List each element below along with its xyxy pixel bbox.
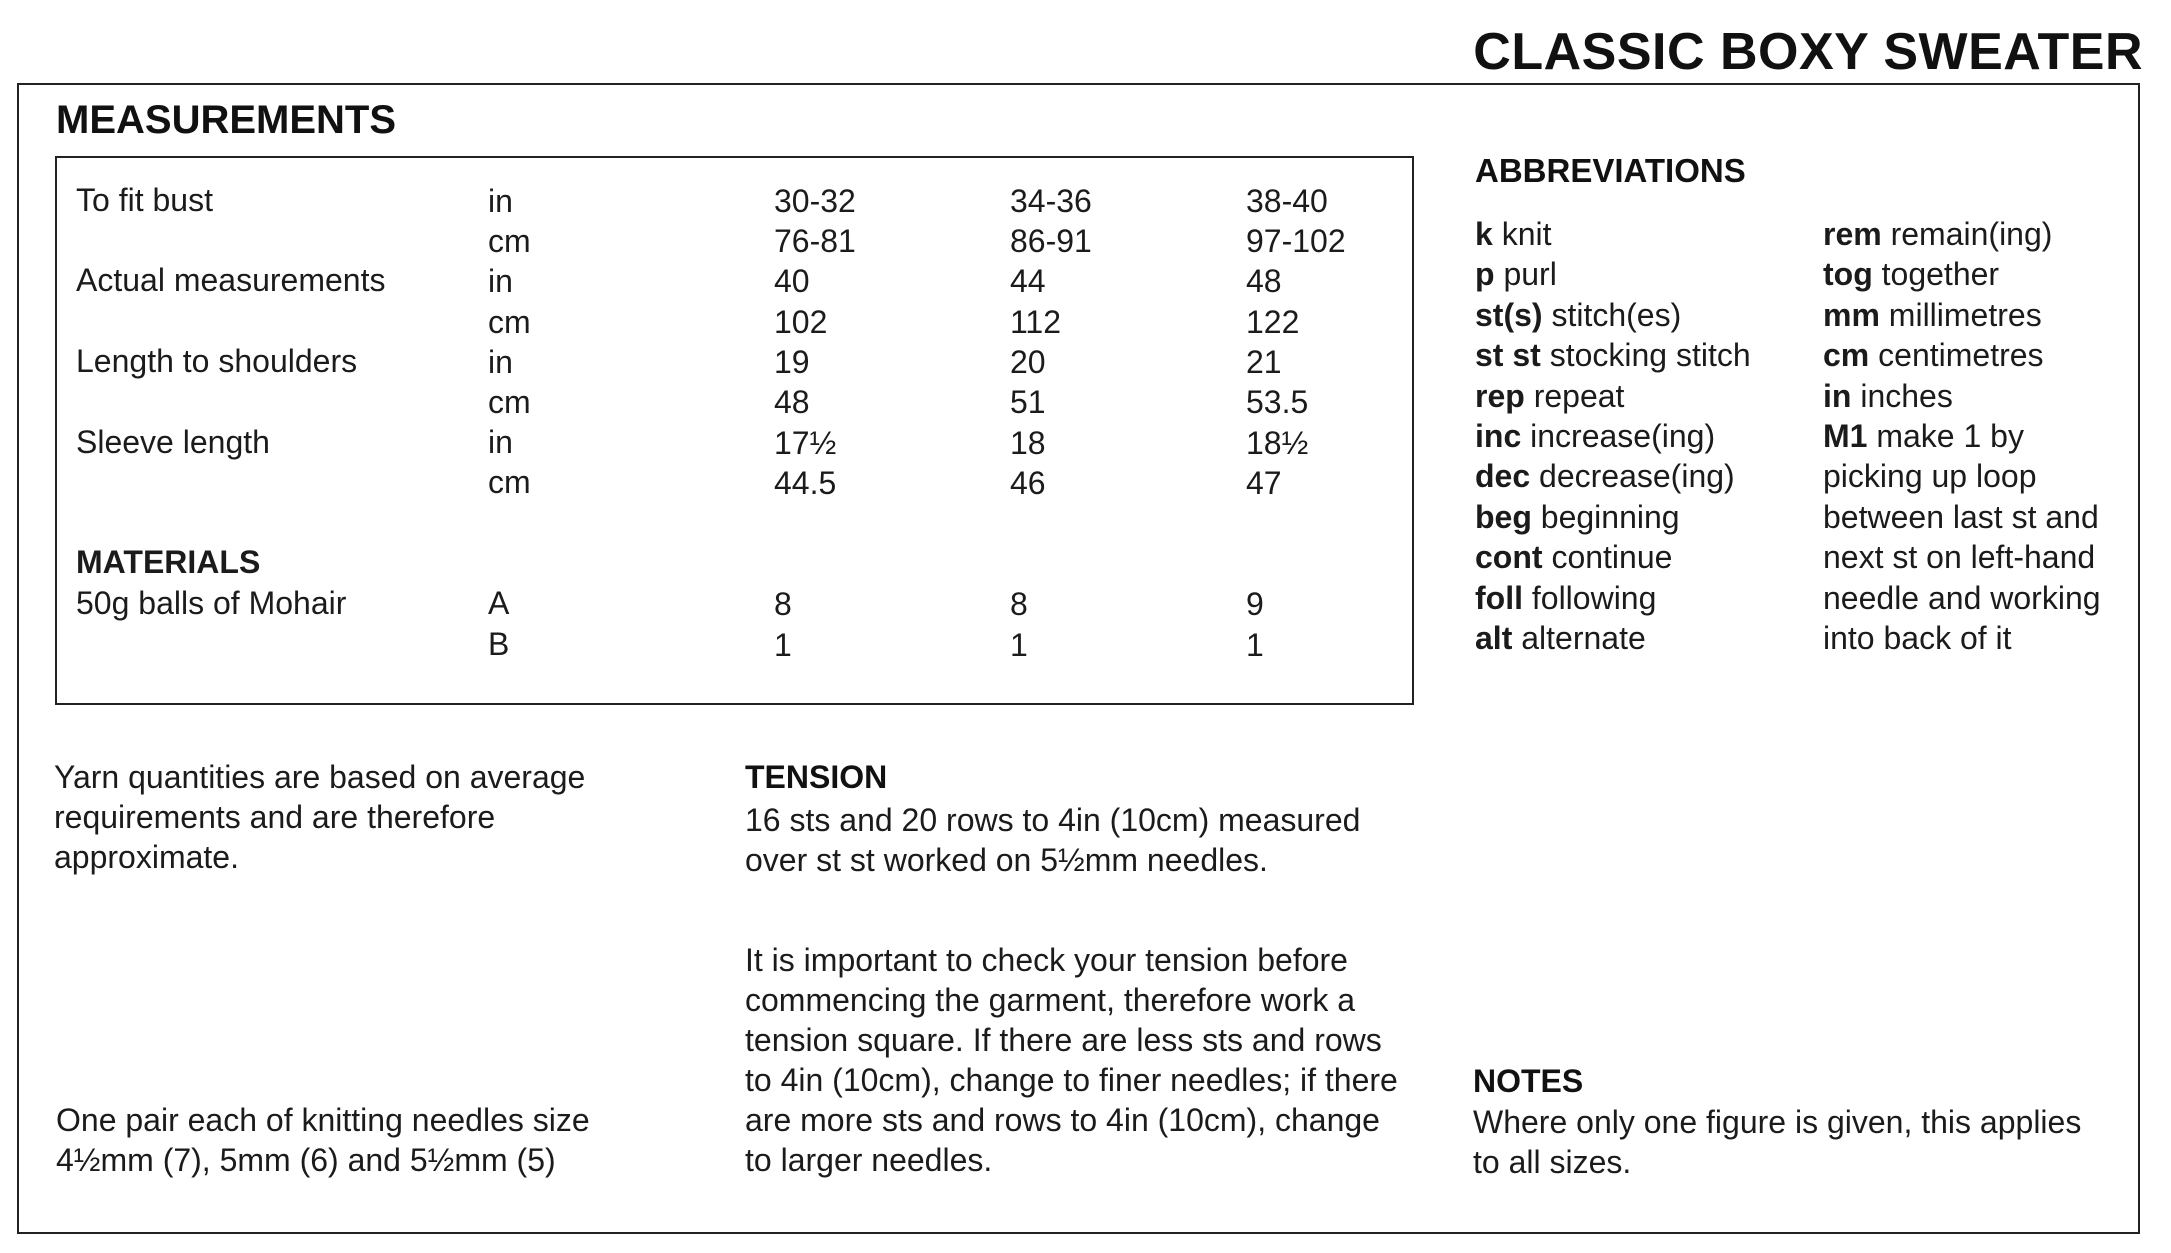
abbreviation-meaning: stocking stitch	[1540, 337, 1751, 374]
abbreviation-item	[1475, 254, 1751, 294]
row-unit: cm	[488, 384, 531, 420]
row-unit: B	[488, 626, 510, 662]
abbreviation-item	[1475, 497, 1751, 537]
abbreviation-meaning: millimetres	[1879, 296, 2042, 333]
row-unit: A	[488, 585, 510, 621]
size-value: 19	[774, 344, 810, 380]
size-value: 112	[1010, 304, 1062, 340]
needles-note: One pair each of knitting needles size 4½mm (7), 5mm (6) and 5½mm (5)	[56, 1102, 590, 1178]
abbreviation-term: rem	[1823, 216, 1882, 252]
size-value: 48	[1246, 263, 1282, 299]
abbreviation-meaning: continue	[1542, 539, 1673, 576]
abbreviation-term: k	[1475, 216, 1493, 252]
row-unit: in	[488, 263, 513, 299]
abbreviation-term: p	[1475, 256, 1495, 293]
abbreviation-item	[1475, 416, 1751, 456]
size-value: 38-40	[1246, 183, 1328, 219]
size-value: 44	[1010, 263, 1046, 299]
abbreviation-meaning: alternate	[1512, 620, 1646, 657]
abbreviation-meaning: purl	[1494, 256, 1557, 293]
row-unit: cm	[488, 223, 531, 259]
abbreviation-meaning: stitch(es)	[1542, 296, 1682, 333]
size-value: 40	[774, 263, 810, 299]
abbreviation-term: tog	[1823, 256, 1873, 293]
abbreviation-term: cm	[1823, 337, 1870, 374]
size-value: 122	[1246, 304, 1300, 340]
size-value: 1	[1010, 627, 1028, 663]
abbreviation-item	[1823, 214, 2052, 254]
notes-text: Where only one figure is given, this applies to all sizes.	[1473, 1104, 2082, 1180]
size-value: 51	[1010, 384, 1046, 420]
abbreviation-meaning: together	[1872, 256, 2000, 293]
size-value: 86-91	[1010, 223, 1092, 259]
size-value: 18	[1010, 425, 1046, 461]
abbreviations-right-list	[1823, 214, 2052, 416]
abbreviation-term: beg	[1475, 498, 1532, 535]
size-value: 102	[774, 304, 828, 340]
abbreviation-item	[1475, 537, 1751, 577]
size-value: 21	[1246, 344, 1282, 380]
size-value: 8	[774, 586, 792, 622]
abbreviation-item	[1475, 335, 1751, 375]
abbreviation-meaning: repeat	[1524, 377, 1625, 414]
abbreviation-m1	[1823, 416, 2123, 658]
abbreviation-term: mm	[1823, 296, 1880, 333]
size-value: 53.5	[1246, 384, 1309, 420]
abbreviation-item	[1475, 295, 1751, 335]
abbreviation-item	[1475, 376, 1751, 416]
size-value: 76-81	[774, 223, 856, 259]
row-label: To fit bust	[76, 182, 213, 218]
row-unit: cm	[488, 304, 531, 340]
abbreviation-item	[1475, 214, 1751, 254]
row-unit: in	[488, 424, 513, 460]
abbreviation-item	[1475, 618, 1751, 658]
abbreviation-item	[1823, 376, 2052, 416]
size-value: 18½	[1246, 425, 1309, 461]
abbreviations-heading: ABBREVIATIONS	[1475, 152, 1746, 189]
row-unit: cm	[488, 464, 531, 500]
abbreviation-meaning: knit	[1492, 216, 1552, 252]
row-label: Length to shoulders	[76, 343, 358, 379]
abbreviation-term: foll	[1475, 579, 1523, 616]
size-value: 8	[1010, 586, 1028, 622]
abbreviation-term: in	[1823, 377, 1852, 414]
size-value: 44.5	[774, 465, 837, 501]
size-value: 17½	[774, 425, 837, 461]
tension-advice: It is important to check your tension before commencing the garment, therefore work a tension square. If there are less sts and rows to 4in (10cm), change to finer needles; if there are more sts and rows to 4in (10cm), change to larger needles.	[745, 942, 1398, 1178]
tension-text: 16 sts and 20 rows to 4in (10cm) measured over st st worked on 5½mm needles.	[745, 802, 1361, 878]
abbreviation-meaning: decrease(ing)	[1530, 458, 1735, 495]
abbreviation-term: inc	[1475, 418, 1522, 455]
tension-heading: TENSION	[745, 759, 888, 795]
size-value: 48	[774, 384, 810, 420]
abbreviation-item	[1823, 335, 2052, 375]
row-unit: in	[488, 183, 513, 219]
abbreviation-term: M1	[1823, 418, 1868, 454]
abbreviation-term: rep	[1475, 377, 1525, 414]
abbreviation-meaning: beginning	[1531, 498, 1680, 535]
abbreviation-term: cont	[1475, 539, 1543, 576]
abbreviation-meaning: remain(ing)	[1881, 216, 2053, 252]
page-title: CLASSIC BOXY SWEATER	[1473, 23, 2143, 81]
abbreviation-term: st st	[1475, 337, 1541, 374]
size-value: 97-102	[1246, 223, 1346, 259]
notes-heading: NOTES	[1473, 1063, 1584, 1099]
size-value: 1	[774, 627, 792, 663]
yarn-note: Yarn quantities are based on average requirements and are therefore approximate.	[54, 759, 586, 875]
row-label: 50g balls of Mohair	[76, 585, 347, 621]
abbreviation-term: alt	[1475, 620, 1513, 657]
size-value: 46	[1010, 465, 1046, 501]
abbreviations-left-list	[1475, 214, 1751, 658]
size-value: 30-32	[774, 183, 856, 219]
materials-heading: MATERIALS	[76, 544, 261, 580]
row-unit: in	[488, 344, 513, 380]
size-value: 34-36	[1010, 183, 1092, 219]
abbreviation-item	[1823, 295, 2052, 335]
abbreviation-item	[1823, 254, 2052, 294]
abbreviation-item	[1475, 578, 1751, 618]
abbreviation-meaning: make 1 by picking up loop between last st and next st on left-hand needle and working into back of it	[1823, 418, 2101, 657]
row-label: Sleeve length	[76, 424, 270, 460]
size-value: 1	[1246, 627, 1264, 663]
abbreviation-meaning: increase(ing)	[1521, 418, 1716, 455]
measurements-heading: MEASUREMENTS	[56, 98, 397, 142]
size-value: 47	[1246, 465, 1282, 501]
abbreviation-term: dec	[1475, 458, 1531, 495]
abbreviation-item	[1475, 456, 1751, 496]
abbreviation-meaning: centimetres	[1869, 337, 2044, 374]
abbreviation-meaning: inches	[1851, 377, 1953, 414]
size-value: 20	[1010, 344, 1046, 380]
row-label: Actual measurements	[76, 262, 386, 298]
abbreviation-term: st(s)	[1475, 296, 1543, 333]
abbreviation-meaning: following	[1522, 579, 1657, 616]
size-value: 9	[1246, 586, 1264, 622]
